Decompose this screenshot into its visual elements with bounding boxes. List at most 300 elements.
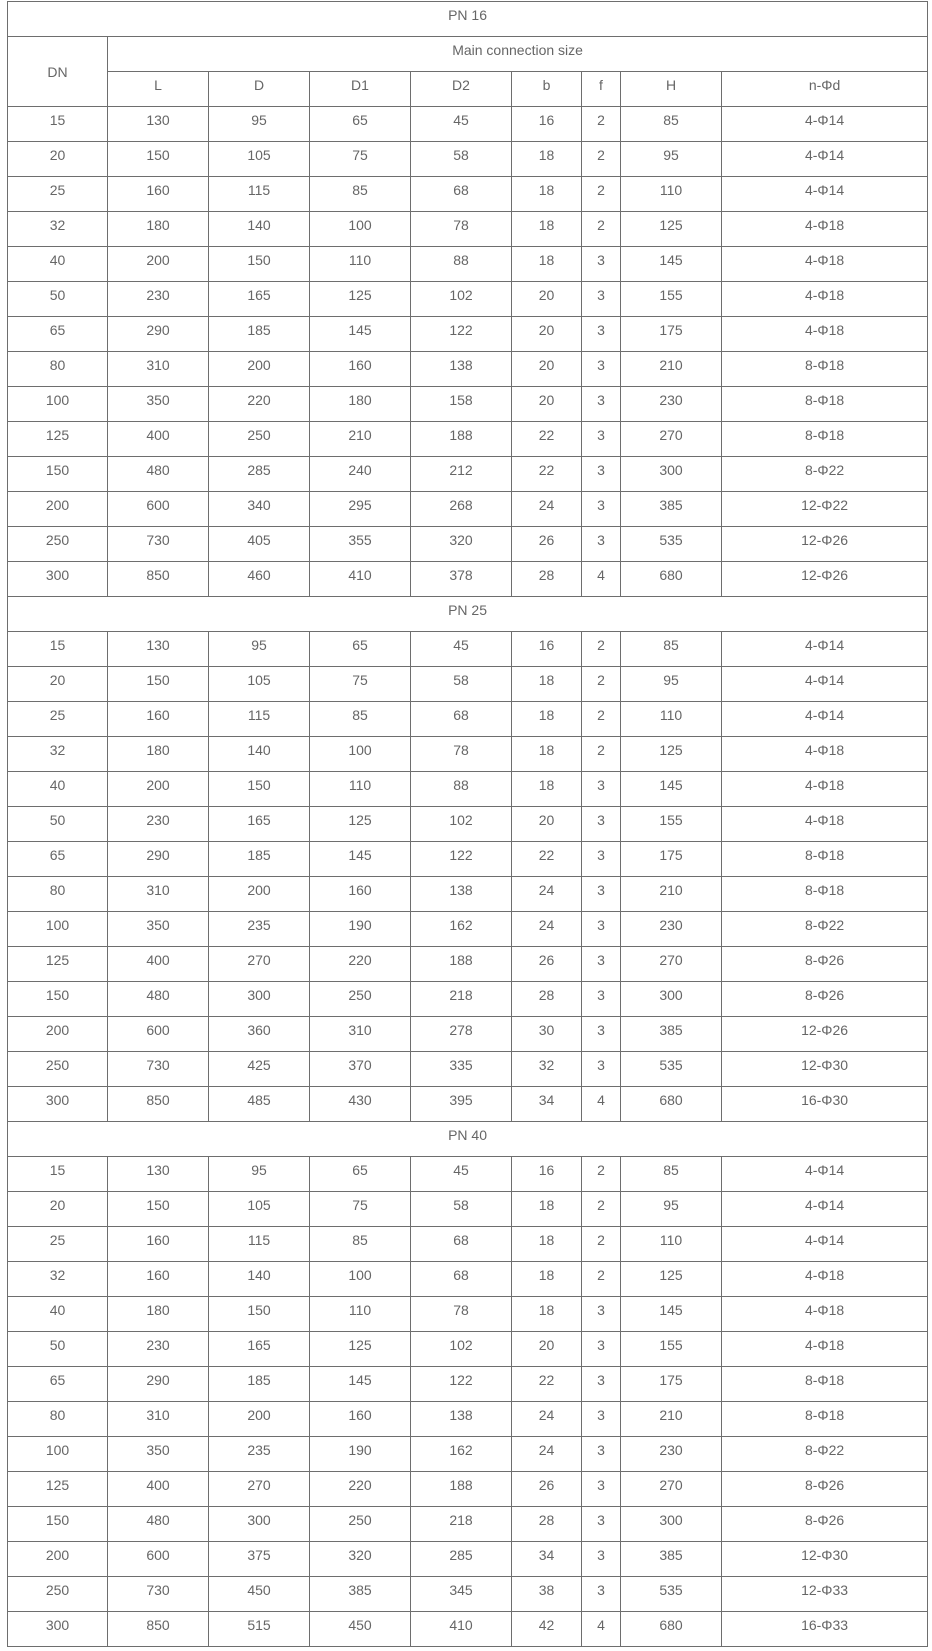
table-cell: 230 xyxy=(108,282,209,317)
table-cell: 12-Φ26 xyxy=(722,1017,928,1052)
table-cell: 320 xyxy=(411,527,512,562)
table-cell: 155 xyxy=(621,282,722,317)
table-cell: 150 xyxy=(108,667,209,702)
table-cell: 850 xyxy=(108,562,209,597)
table-cell: 278 xyxy=(411,1017,512,1052)
table-cell: 50 xyxy=(8,282,108,317)
table-cell: 300 xyxy=(621,1507,722,1542)
table-cell: 125 xyxy=(8,422,108,457)
table-cell: 105 xyxy=(209,142,310,177)
table-cell: 105 xyxy=(209,667,310,702)
table-row xyxy=(8,1052,928,1087)
table-row xyxy=(8,107,928,142)
table-cell: 20 xyxy=(512,352,582,387)
table-cell: 95 xyxy=(209,107,310,142)
table-cell: 20 xyxy=(512,317,582,352)
table-cell: 730 xyxy=(108,1577,209,1612)
table-cell: 140 xyxy=(209,212,310,247)
table-cell: 8-Φ18 xyxy=(722,352,928,387)
table-cell: 20 xyxy=(8,1192,108,1227)
table-cell: 65 xyxy=(8,842,108,877)
table-cell: 3 xyxy=(582,387,621,422)
table-cell: 3 xyxy=(582,422,621,457)
table-cell: 175 xyxy=(621,317,722,352)
table-cell: 3 xyxy=(582,1437,621,1472)
table-cell: 210 xyxy=(621,352,722,387)
table-row xyxy=(8,667,928,702)
table-cell: 250 xyxy=(8,1577,108,1612)
table-row xyxy=(8,1472,928,1507)
table-row xyxy=(8,352,928,387)
table-cell: 18 xyxy=(512,247,582,282)
table-cell: 32 xyxy=(8,737,108,772)
table-cell: 40 xyxy=(8,1297,108,1332)
table-cell: 2 xyxy=(582,737,621,772)
table-cell: 115 xyxy=(209,702,310,737)
table-cell: 45 xyxy=(411,1157,512,1192)
table-cell: 40 xyxy=(8,247,108,282)
table-cell: 290 xyxy=(108,1367,209,1402)
section-title: PN 16 xyxy=(8,2,928,37)
table-cell: 250 xyxy=(8,1052,108,1087)
table-cell: 34 xyxy=(512,1087,582,1122)
table-cell: 162 xyxy=(411,912,512,947)
table-cell: 78 xyxy=(411,212,512,247)
table-cell: 145 xyxy=(310,842,411,877)
table-row xyxy=(8,1367,928,1402)
table-row xyxy=(8,212,928,247)
table-cell: 18 xyxy=(512,737,582,772)
table-cell: 20 xyxy=(512,387,582,422)
table-cell: 65 xyxy=(8,1367,108,1402)
table-cell: 22 xyxy=(512,457,582,492)
table-cell: 125 xyxy=(621,212,722,247)
table-cell: 25 xyxy=(8,702,108,737)
table-cell: 125 xyxy=(621,1262,722,1297)
table-cell: 4-Φ14 xyxy=(722,1227,928,1262)
table-cell: 188 xyxy=(411,947,512,982)
column-header: L xyxy=(108,72,209,107)
table-cell: 185 xyxy=(209,842,310,877)
table-row xyxy=(8,702,928,737)
table-cell: 122 xyxy=(411,317,512,352)
table-cell: 378 xyxy=(411,562,512,597)
table-cell: 335 xyxy=(411,1052,512,1087)
table-cell: 4 xyxy=(582,1087,621,1122)
table-cell: 145 xyxy=(621,247,722,282)
table-cell: 8-Φ22 xyxy=(722,1437,928,1472)
table-cell: 80 xyxy=(8,1402,108,1437)
table-row xyxy=(8,457,928,492)
table-row xyxy=(8,527,928,562)
table-cell: 145 xyxy=(310,1367,411,1402)
table-cell: 8-Φ26 xyxy=(722,1472,928,1507)
table-cell: 85 xyxy=(621,632,722,667)
table-cell: 130 xyxy=(108,632,209,667)
table-cell: 8-Φ18 xyxy=(722,842,928,877)
table-cell: 4-Φ14 xyxy=(722,702,928,737)
table-cell: 18 xyxy=(512,1227,582,1262)
table-cell: 160 xyxy=(108,702,209,737)
table-row xyxy=(8,317,928,352)
table-cell: 110 xyxy=(621,1227,722,1262)
table-cell: 4-Φ18 xyxy=(722,1262,928,1297)
table-cell: 385 xyxy=(310,1577,411,1612)
table-cell: 115 xyxy=(209,177,310,212)
table-cell: 300 xyxy=(209,1507,310,1542)
table-cell: 200 xyxy=(108,772,209,807)
table-cell: 2 xyxy=(582,1227,621,1262)
table-cell: 385 xyxy=(621,492,722,527)
table-cell: 110 xyxy=(621,702,722,737)
table-cell: 200 xyxy=(209,1402,310,1437)
table-cell: 230 xyxy=(108,807,209,842)
table-cell: 85 xyxy=(621,107,722,142)
table-cell: 15 xyxy=(8,1157,108,1192)
table-row xyxy=(8,1542,928,1577)
table-cell: 310 xyxy=(310,1017,411,1052)
table-cell: 65 xyxy=(8,317,108,352)
table-cell: 145 xyxy=(621,1297,722,1332)
table-cell: 300 xyxy=(621,982,722,1017)
table-cell: 78 xyxy=(411,1297,512,1332)
table-cell: 350 xyxy=(108,912,209,947)
table-cell: 28 xyxy=(512,1507,582,1542)
table-cell: 300 xyxy=(209,982,310,1017)
table-row xyxy=(8,1577,928,1612)
table-cell: 122 xyxy=(411,1367,512,1402)
table-cell: 100 xyxy=(8,387,108,422)
table-cell: 18 xyxy=(512,1297,582,1332)
table-cell: 80 xyxy=(8,352,108,387)
table-cell: 18 xyxy=(512,177,582,212)
table-cell: 3 xyxy=(582,527,621,562)
table-cell: 4-Φ14 xyxy=(722,1157,928,1192)
table-cell: 235 xyxy=(209,912,310,947)
table-row xyxy=(8,422,928,457)
table-cell: 40 xyxy=(8,772,108,807)
table-cell: 34 xyxy=(512,1542,582,1577)
table-cell: 24 xyxy=(512,877,582,912)
table-cell: 3 xyxy=(582,492,621,527)
table-cell: 18 xyxy=(512,142,582,177)
table-cell: 32 xyxy=(512,1052,582,1087)
table-cell: 460 xyxy=(209,562,310,597)
table-cell: 18 xyxy=(512,1192,582,1227)
table-cell: 45 xyxy=(411,107,512,142)
table-cell: 8-Φ22 xyxy=(722,912,928,947)
table-cell: 30 xyxy=(512,1017,582,1052)
table-cell: 150 xyxy=(108,142,209,177)
table-cell: 212 xyxy=(411,457,512,492)
table-body xyxy=(8,2,928,1647)
table-cell: 2 xyxy=(582,177,621,212)
section-title-row xyxy=(8,2,928,37)
table-row xyxy=(8,1017,928,1052)
table-cell: 300 xyxy=(8,1612,108,1647)
table-cell: 210 xyxy=(621,1402,722,1437)
table-cell: 22 xyxy=(512,1367,582,1402)
table-cell: 270 xyxy=(621,1472,722,1507)
table-cell: 850 xyxy=(108,1087,209,1122)
table-cell: 115 xyxy=(209,1227,310,1262)
table-cell: 680 xyxy=(621,1612,722,1647)
table-cell: 3 xyxy=(582,1577,621,1612)
table-cell: 285 xyxy=(209,457,310,492)
table-cell: 165 xyxy=(209,282,310,317)
table-cell: 162 xyxy=(411,1437,512,1472)
table-cell: 400 xyxy=(108,422,209,457)
table-cell: 385 xyxy=(621,1017,722,1052)
table-cell: 138 xyxy=(411,877,512,912)
table-cell: 65 xyxy=(310,632,411,667)
table-cell: 140 xyxy=(209,1262,310,1297)
table-row xyxy=(8,912,928,947)
table-cell: 100 xyxy=(310,212,411,247)
table-cell: 125 xyxy=(310,807,411,842)
table-row xyxy=(8,1157,928,1192)
table-cell: 3 xyxy=(582,1017,621,1052)
table-cell: 210 xyxy=(621,877,722,912)
table-cell: 16 xyxy=(512,1157,582,1192)
table-cell: 4-Φ14 xyxy=(722,142,928,177)
table-cell: 110 xyxy=(310,247,411,282)
table-cell: 150 xyxy=(209,1297,310,1332)
table-cell: 3 xyxy=(582,457,621,492)
table-cell: 3 xyxy=(582,877,621,912)
table-cell: 16-Φ30 xyxy=(722,1087,928,1122)
table-cell: 80 xyxy=(8,877,108,912)
column-header-row xyxy=(8,72,928,107)
table-row xyxy=(8,1087,928,1122)
table-cell: 345 xyxy=(411,1577,512,1612)
table-cell: 290 xyxy=(108,317,209,352)
table-cell: 20 xyxy=(8,142,108,177)
table-cell: 600 xyxy=(108,492,209,527)
table-cell: 310 xyxy=(108,877,209,912)
table-cell: 480 xyxy=(108,1507,209,1542)
table-cell: 375 xyxy=(209,1542,310,1577)
table-cell: 3 xyxy=(582,1297,621,1332)
table-cell: 485 xyxy=(209,1087,310,1122)
table-cell: 4-Φ18 xyxy=(722,317,928,352)
table-cell: 95 xyxy=(209,632,310,667)
table-cell: 85 xyxy=(310,177,411,212)
table-cell: 430 xyxy=(310,1087,411,1122)
table-cell: 230 xyxy=(108,1332,209,1367)
table-cell: 95 xyxy=(621,1192,722,1227)
table-cell: 4-Φ18 xyxy=(722,1297,928,1332)
table-row xyxy=(8,142,928,177)
table-cell: 180 xyxy=(108,737,209,772)
table-cell: 4-Φ18 xyxy=(722,807,928,842)
table-cell: 138 xyxy=(411,352,512,387)
table-row xyxy=(8,1507,928,1542)
table-cell: 8-Φ26 xyxy=(722,1507,928,1542)
table-cell: 285 xyxy=(411,1542,512,1577)
table-cell: 102 xyxy=(411,1332,512,1367)
table-cell: 230 xyxy=(621,387,722,422)
table-cell: 230 xyxy=(621,1437,722,1472)
table-cell: 395 xyxy=(411,1087,512,1122)
table-cell: 22 xyxy=(512,842,582,877)
table-cell: 250 xyxy=(310,1507,411,1542)
table-cell: 730 xyxy=(108,1052,209,1087)
section-title-row xyxy=(8,1122,928,1157)
table-cell: 155 xyxy=(621,807,722,842)
table-cell: 75 xyxy=(310,142,411,177)
table-cell: 425 xyxy=(209,1052,310,1087)
table-cell: 410 xyxy=(411,1612,512,1647)
table-cell: 200 xyxy=(8,1542,108,1577)
table-cell: 4-Φ18 xyxy=(722,282,928,317)
table-cell: 100 xyxy=(8,1437,108,1472)
table-cell: 3 xyxy=(582,982,621,1017)
connection-size-table xyxy=(7,1,928,1647)
table-cell: 18 xyxy=(512,667,582,702)
table-cell: 160 xyxy=(310,1402,411,1437)
column-header: f xyxy=(582,72,621,107)
table-cell: 3 xyxy=(582,1542,621,1577)
table-cell: 100 xyxy=(8,912,108,947)
table-cell: 2 xyxy=(582,212,621,247)
table-cell: 320 xyxy=(310,1542,411,1577)
table-cell: 310 xyxy=(108,352,209,387)
table-cell: 3 xyxy=(582,1367,621,1402)
table-cell: 360 xyxy=(209,1017,310,1052)
section-title: PN 25 xyxy=(8,597,928,632)
table-cell: 3 xyxy=(582,352,621,387)
table-cell: 24 xyxy=(512,1437,582,1472)
table-cell: 150 xyxy=(8,1507,108,1542)
table-cell: 12-Φ26 xyxy=(722,527,928,562)
table-cell: 730 xyxy=(108,527,209,562)
table-cell: 270 xyxy=(621,422,722,457)
table-cell: 50 xyxy=(8,1332,108,1367)
table-cell: 300 xyxy=(621,457,722,492)
table-cell: 65 xyxy=(310,107,411,142)
section-title-row xyxy=(8,597,928,632)
table-cell: 680 xyxy=(621,562,722,597)
table-cell: 3 xyxy=(582,807,621,842)
table-cell: 180 xyxy=(108,212,209,247)
table-cell: 165 xyxy=(209,807,310,842)
table-cell: 75 xyxy=(310,667,411,702)
table-cell: 160 xyxy=(108,177,209,212)
table-cell: 85 xyxy=(310,1227,411,1262)
table-cell: 3 xyxy=(582,842,621,877)
table-cell: 160 xyxy=(108,1262,209,1297)
table-cell: 125 xyxy=(8,947,108,982)
table-cell: 4 xyxy=(582,562,621,597)
table-cell: 680 xyxy=(621,1087,722,1122)
table-cell: 400 xyxy=(108,947,209,982)
table-cell: 268 xyxy=(411,492,512,527)
table-cell: 270 xyxy=(209,947,310,982)
table-cell: 515 xyxy=(209,1612,310,1647)
table-cell: 2 xyxy=(582,1192,621,1227)
section-title: PN 40 xyxy=(8,1122,928,1157)
table-cell: 8-Φ18 xyxy=(722,1367,928,1402)
table-cell: 145 xyxy=(310,317,411,352)
table-cell: 32 xyxy=(8,212,108,247)
table-cell: 28 xyxy=(512,982,582,1017)
table-cell: 24 xyxy=(512,492,582,527)
table-cell: 24 xyxy=(512,1402,582,1437)
table-cell: 8-Φ18 xyxy=(722,387,928,422)
table-cell: 3 xyxy=(582,912,621,947)
table-cell: 88 xyxy=(411,247,512,282)
table-cell: 140 xyxy=(209,737,310,772)
table-cell: 230 xyxy=(621,912,722,947)
main-connection-header: Main connection size xyxy=(108,37,928,72)
table-row xyxy=(8,1297,928,1332)
table-cell: 26 xyxy=(512,947,582,982)
table-cell: 160 xyxy=(108,1227,209,1262)
table-cell: 138 xyxy=(411,1402,512,1437)
table-row xyxy=(8,737,928,772)
table-cell: 370 xyxy=(310,1052,411,1087)
table-cell: 85 xyxy=(310,702,411,737)
table-cell: 8-Φ18 xyxy=(722,1402,928,1437)
table-cell: 95 xyxy=(209,1157,310,1192)
table-cell: 78 xyxy=(411,737,512,772)
table-cell: 15 xyxy=(8,107,108,142)
table-cell: 340 xyxy=(209,492,310,527)
table-cell: 310 xyxy=(108,1402,209,1437)
table-cell: 3 xyxy=(582,1332,621,1367)
table-cell: 270 xyxy=(621,947,722,982)
table-cell: 18 xyxy=(512,702,582,737)
table-cell: 200 xyxy=(209,877,310,912)
table-cell: 2 xyxy=(582,1157,621,1192)
table-cell: 8-Φ18 xyxy=(722,877,928,912)
table-cell: 3 xyxy=(582,1472,621,1507)
table-cell: 24 xyxy=(512,912,582,947)
table-cell: 160 xyxy=(310,352,411,387)
table-cell: 175 xyxy=(621,842,722,877)
table-cell: 20 xyxy=(512,282,582,317)
table-cell: 290 xyxy=(108,842,209,877)
table-cell: 125 xyxy=(8,1472,108,1507)
table-cell: 4 xyxy=(582,1612,621,1647)
table-cell: 4-Φ18 xyxy=(722,772,928,807)
dn-header: DN xyxy=(8,37,108,107)
table-cell: 385 xyxy=(621,1542,722,1577)
table-cell: 400 xyxy=(108,1472,209,1507)
table-cell: 58 xyxy=(411,142,512,177)
table-cell: 110 xyxy=(310,772,411,807)
table-cell: 200 xyxy=(108,247,209,282)
table-row xyxy=(8,1192,928,1227)
table-cell: 65 xyxy=(310,1157,411,1192)
table-row xyxy=(8,632,928,667)
table-cell: 535 xyxy=(621,1052,722,1087)
table-cell: 155 xyxy=(621,1332,722,1367)
table-cell: 12-Φ26 xyxy=(722,562,928,597)
table-cell: 4-Φ18 xyxy=(722,737,928,772)
table-cell: 218 xyxy=(411,982,512,1017)
table-row xyxy=(8,1437,928,1472)
table-cell: 150 xyxy=(8,982,108,1017)
table-cell: 68 xyxy=(411,1262,512,1297)
table-cell: 295 xyxy=(310,492,411,527)
table-cell: 12-Φ30 xyxy=(722,1542,928,1577)
table-cell: 32 xyxy=(8,1262,108,1297)
table-cell: 250 xyxy=(209,422,310,457)
table-cell: 410 xyxy=(310,562,411,597)
table-cell: 45 xyxy=(411,632,512,667)
